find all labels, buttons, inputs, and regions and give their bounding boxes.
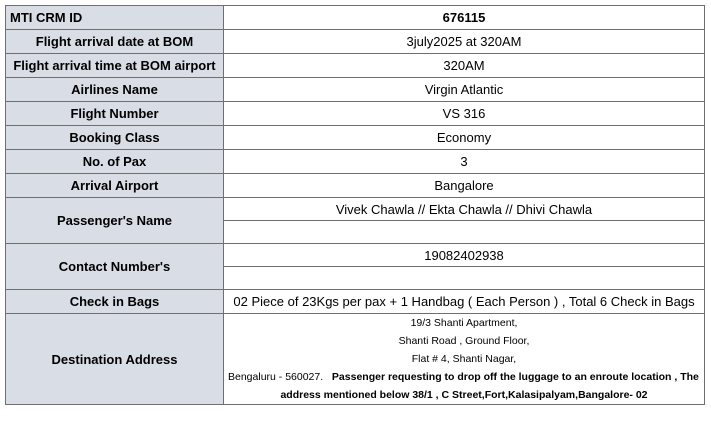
label-airline: Airlines Name <box>6 78 224 102</box>
row-destination <box>6 314 705 405</box>
row-crm-id <box>6 6 705 30</box>
label-arrival-date: Flight arrival date at BOM <box>6 30 224 54</box>
row-arrival-time <box>6 54 705 78</box>
row-flight-number <box>6 102 705 126</box>
label-booking-class: Booking Class <box>6 126 224 150</box>
row-pax <box>6 150 705 174</box>
label-arrival-time: Flight arrival time at BOM airport <box>6 54 224 78</box>
row-bags <box>6 290 705 314</box>
value-passenger-name-extra <box>224 221 705 244</box>
value-airline: Virgin Atlantic <box>224 78 705 102</box>
value-arrival-date: 3july2025 at 320AM <box>224 30 705 54</box>
value-arrival-airport: Bangalore <box>224 174 705 198</box>
row-passenger-name <box>6 198 705 221</box>
value-crm-id: 676115 <box>224 6 705 30</box>
row-arrival-airport <box>6 174 705 198</box>
address-line-5 <box>228 386 700 404</box>
value-passenger-name: Vivek Chawla // Ekta Chawla // Dhivi Chawla <box>224 198 705 221</box>
label-flight-number: Flight Number <box>6 102 224 126</box>
row-booking-class <box>6 126 705 150</box>
label-passenger-name: Passenger's Name <box>6 198 224 244</box>
address-city-pin: Bengaluru - 560027. <box>228 371 324 383</box>
value-pax: 3 <box>224 150 705 174</box>
value-bags: 02 Piece of 23Kgs per pax + 1 Handbag ( Each Person ) , Total 6 Check in Bags <box>224 290 705 314</box>
value-arrival-time: 320AM <box>224 54 705 78</box>
address-enroute-location: address mentioned below 38/1 , C Street,Fort,Kalasipalyam,Bangalore- 02 <box>280 389 648 401</box>
row-contact <box>6 244 705 267</box>
label-crm-id: MTI CRM ID <box>6 6 224 30</box>
row-arrival-date <box>6 30 705 54</box>
label-pax: No. of Pax <box>6 150 224 174</box>
value-flight-number: VS 316 <box>224 102 705 126</box>
address-line-4 <box>228 368 700 386</box>
row-airline <box>6 78 705 102</box>
address-line-3: Flat # 4, Shanti Nagar, <box>411 353 517 365</box>
value-booking-class: Economy <box>224 126 705 150</box>
label-contact: Contact Number's <box>6 244 224 290</box>
label-arrival-airport: Arrival Airport <box>6 174 224 198</box>
label-bags: Check in Bags <box>6 290 224 314</box>
value-destination <box>224 314 705 405</box>
value-contact-extra <box>224 267 705 290</box>
address-line-1: 19/3 Shanti Apartment, <box>410 317 518 329</box>
label-destination: Destination Address <box>6 314 224 405</box>
value-contact: 19082402938 <box>224 244 705 267</box>
booking-details-table <box>5 5 705 405</box>
address-enroute-note: Passenger requesting to drop off the luggage to an enroute location , The <box>331 371 699 383</box>
address-line-2: Shanti Road , Ground Floor, <box>398 335 530 347</box>
